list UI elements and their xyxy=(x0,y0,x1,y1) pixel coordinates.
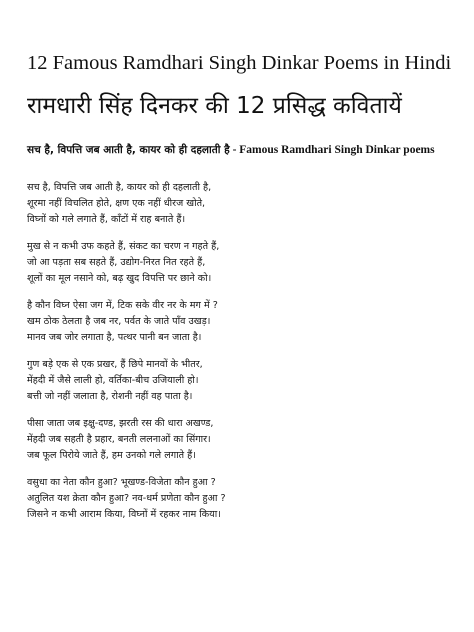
poem-line: है कौन विघ्न ऐसा जग में, टिक सके वीर नर के मग में ? xyxy=(27,300,218,311)
poem-line: मुख से न कभी उफ कहते हैं, संकट का चरण न गहते हैं, xyxy=(27,241,220,252)
poem-line: विघ्नों को गले लगाते हैं, काँटों में राह बनाते हैं। xyxy=(27,214,186,226)
poem-line: सच है, विपत्ति जब आती है, कायर को ही दहलाती है, xyxy=(27,182,212,193)
stanza-3 xyxy=(27,298,457,347)
stanza-1 xyxy=(27,180,457,229)
poem-line: वसुधा का नेता कौन हुआ? भूखण्ड-विजेता कौन हुआ ? xyxy=(27,477,216,488)
poem-line: मानव जब जोर लगाता है, पत्थर पानी बन जाता है। xyxy=(27,332,202,344)
poem-line: शूलों का मूल नसाने को, बढ़ खुद विपत्ति पर छाने को। xyxy=(27,273,212,285)
poem-line: बत्ती जो नहीं जलाता है, रोशनी नहीं वह पाता है। xyxy=(27,391,193,403)
poem-line: गुण बड़े एक से एक प्रखर, हैं छिपे मानवों के भीतर, xyxy=(27,359,203,370)
poem-line: मेंहदी जब सहती है प्रहार, बनती ललनाओं का सिंगार। xyxy=(27,434,211,446)
poem-heading-english: Famous Ramdhari Singh Dinkar poems xyxy=(239,144,435,156)
poem-line: जिसने न कभी आराम किया, विघ्नों में रहकर नाम किया। xyxy=(27,509,221,521)
english-title: 12 Famous Ramdhari Singh Dinkar Poems in Hindi xyxy=(27,52,452,74)
poem-line: खम ठोक ठेलता है जब नर, पर्वत के जाते पाँव उखड़। xyxy=(27,316,211,328)
poem-line: शूरमा नहीं विचलित होते, क्षण एक नहीं धीरज खोते, xyxy=(27,198,206,210)
hindi-title: रामधारी सिंह दिनकर की 12 प्रसिद्ध कवितायें xyxy=(27,93,402,119)
stanza-2 xyxy=(27,239,457,288)
poem-line: अतुलित यश क्रेता कौन हुआ? नव-धर्म प्रणेता कौन हुआ ? xyxy=(27,493,226,505)
poem-line: पीसा जाता जब इक्षु-दण्ड, झरती रस की धारा अखण्ड, xyxy=(27,418,214,429)
stanza-5 xyxy=(27,416,457,465)
poem-heading-separator: - xyxy=(229,144,240,156)
poem-heading-hindi: सच है, विपत्ति जब आती है, कायर को ही दहलाती है xyxy=(27,144,230,156)
stanza-4 xyxy=(27,357,457,406)
poem-line: जब फूल पिरोये जाते हैं, हम उनको गले लगाते हैं। xyxy=(27,450,196,462)
poem-line: मेंहदी में जैसे लाली हो, वर्तिका-बीच उजियाली हो। xyxy=(27,375,199,387)
stanza-6 xyxy=(27,475,457,524)
poem-line: जो आ पड़ता सब सहते हैं, उद्योग-निरत नित रहते हैं, xyxy=(27,257,206,269)
poem-heading xyxy=(27,142,451,158)
